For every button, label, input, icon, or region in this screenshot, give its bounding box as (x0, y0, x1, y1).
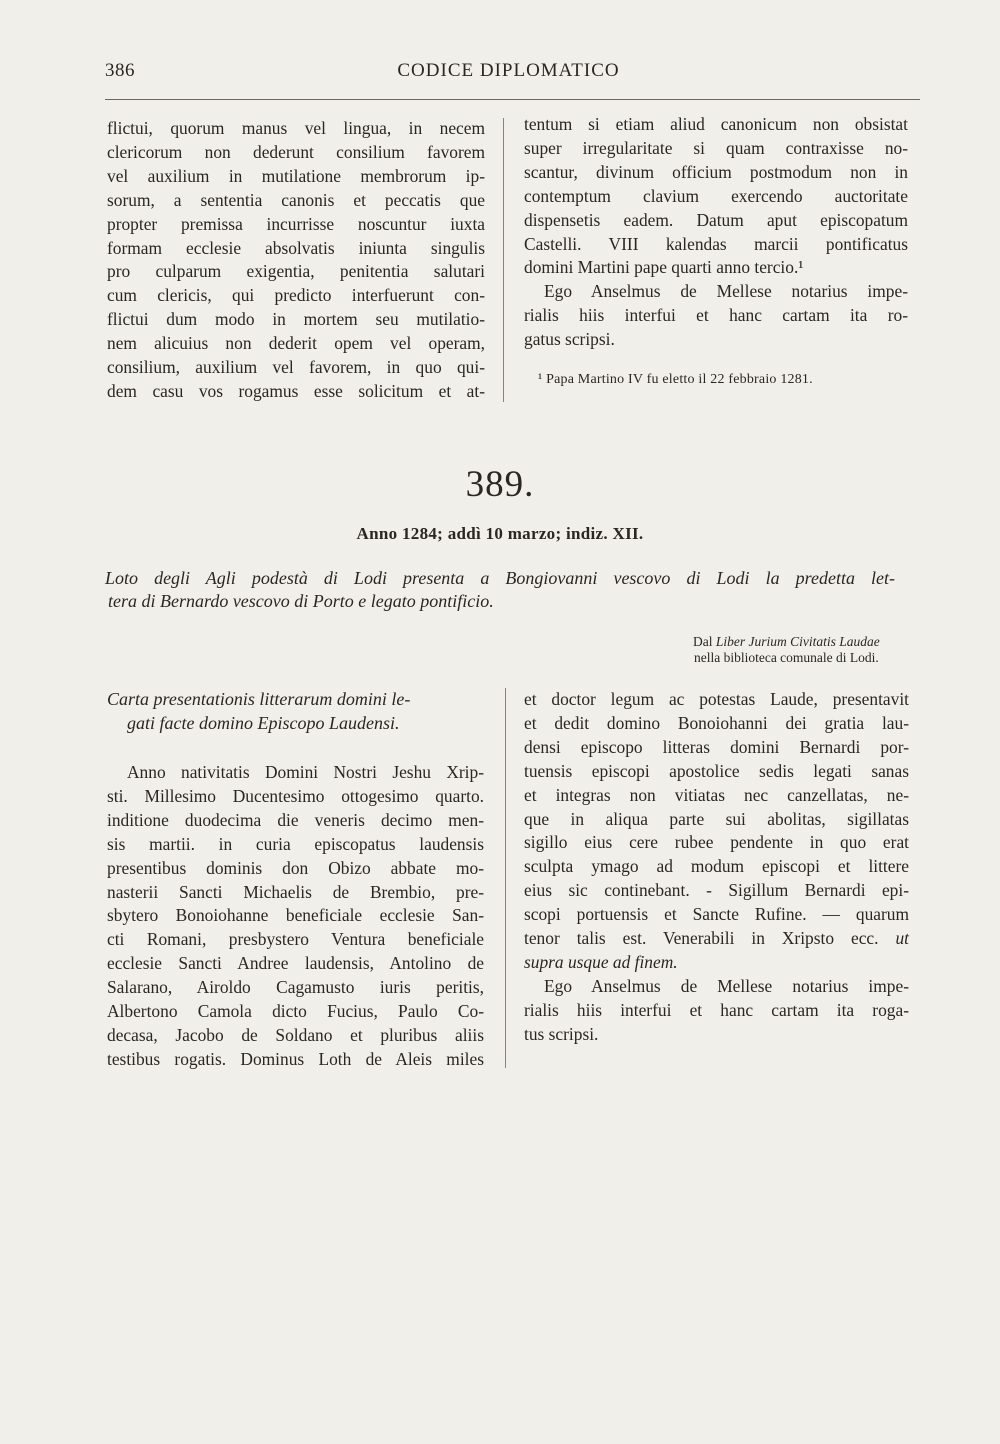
text-line: propter premissa incurrisse noscuntur iuxta (107, 213, 485, 234)
text-line: testibus rogatis. Dominus Loth de Aleis miles (107, 1048, 484, 1069)
bottom-left-column (107, 761, 484, 1072)
text-line: flictui, quorum manus vel lingua, in necem (107, 118, 485, 138)
text-line: tentum si etiam aliud canonicum non obsistat (524, 114, 908, 134)
top-left-column (107, 117, 485, 404)
source-line-1 (693, 634, 880, 650)
text-line: sculpta ymago ad modum episcopi et littere (524, 856, 909, 877)
rubric-line: gati facte domino Episcopo Laudensi. (127, 713, 400, 733)
signature-line: Ego Anselmus de Mellese notarius impe- (544, 281, 908, 302)
text-line: scantur, divinum officium postmodum non in (524, 161, 908, 182)
text-line: super irregularitate si quam contraxisse no- (524, 137, 908, 158)
text-line: sis martii. in curia episcopatus laudensis (107, 833, 484, 854)
text-line: et dedit domino Bonoiohanni dei gratia lau- (524, 712, 909, 733)
summary-line: Loto degli Agli podestà di Lodi presenta a Bongiovanni vescovo di Lodi la predetta let- (105, 568, 895, 588)
text-line: dem casu vos rogamus esse solicitum et at- (107, 380, 485, 401)
signature-line: rialis hiis interfui et hanc cartam ita roga- (524, 999, 909, 1020)
text-line: nasterii Sancti Michaelis de Brembio, pre- (107, 881, 484, 902)
text-line: sorum, a sententia canonis et peccatis que (107, 189, 485, 210)
top-right-column (524, 113, 908, 352)
text-line: sigillo eius cere rubee pendente in quo erat (524, 832, 909, 853)
source-citation (693, 634, 880, 666)
signature-line: rialis hiis interfui et hanc cartam ita ro- (524, 305, 908, 326)
page-number: 386 (105, 60, 135, 81)
bottom-column-divider (505, 688, 506, 1068)
signature-line: Ego Anselmus de Mellese notarius impe- (544, 975, 909, 996)
text-line: formam ecclesie absolvatis iniunta singulis (107, 237, 485, 258)
text-line: consilium, auxilium vel favorem, in quo qui- (107, 357, 485, 378)
text-line: scopi portuensis et Sancte Rufine. — quarum (524, 904, 909, 925)
signature-line: tus scripsi. (524, 1023, 599, 1044)
text-line: decasa, Jacobo de Soldano et pluribus aliis (107, 1024, 484, 1045)
text-line: eius sic continebant. - Sigillum Bernardi epi- (524, 880, 909, 901)
running-title: CODICE DIPLOMATICO (397, 60, 620, 81)
page-header (105, 58, 912, 88)
text-line: nem alicuius non dederit opem vel operam, (107, 333, 485, 354)
text-line: dispensetis eadem. Datum aput episcopatum (524, 209, 908, 230)
italic-line: supra usque ad finem. (524, 951, 678, 972)
text-line: domini Martini pape quarti anno tercio.¹ (524, 257, 804, 278)
summary-line: tera di Bernardo vescovo di Porto e legato pontificio. (108, 591, 494, 611)
text-line: contemptum clavium exercendo auctoritate (524, 185, 908, 206)
text-line: Albertono Camola dicto Fucius, Paulo Co- (107, 1001, 484, 1022)
text-line: ecclesie Sancti Andree laudensis, Antolino de (107, 953, 484, 974)
text-line: vel auxilium in mutilatione membrorum ip- (107, 165, 485, 186)
text-line: Castelli. VIII kalendas marcii pontificatus (524, 233, 908, 254)
source-line-2: nella biblioteca comunale di Lodi. (693, 650, 879, 665)
text-line: densi episcopo litteras domini Bernardi por- (524, 736, 909, 757)
italic-fragment: ut (895, 928, 909, 949)
text-line: tuensis episcopi apostolice sedis legati sanas (524, 760, 909, 781)
source-prefix: Dal (693, 634, 713, 649)
text-line: que in aliqua parte sui abolitas, sigillatas (524, 808, 909, 829)
document-summary (105, 567, 895, 613)
text-line: sbytero Bonoiohanne beneficiale ecclesie San- (107, 905, 484, 926)
text-line: sti. Millesimo Ducentesimo ottogesimo quarto. (107, 785, 484, 806)
rubric-line: Carta presentationis litterarum domini le- (107, 689, 411, 709)
source-title: Liber Jurium Civitatis Laudae (715, 634, 880, 649)
text-line: inditione duodecima die veneris decimo men- (107, 809, 484, 830)
text-line: clericorum non dederunt consilium favorem (107, 141, 485, 162)
text-line: Anno nativitatis Domini Nostri Jeshu Xrip- (127, 762, 484, 782)
document-date-line: Anno 1284; addì 10 marzo; indiz. XII. (356, 524, 644, 543)
signature-line: gatus scripsi. (524, 329, 615, 350)
text-line: presentibus dominis don Obizo abbate mo- (107, 857, 484, 878)
text-line: cti Romani, presbystero Ventura beneficiale (107, 929, 484, 950)
top-column-divider (503, 118, 504, 402)
text-line: Salarano, Airoldo Cagamusto iuris peritis, (107, 977, 484, 998)
text-line: pro culparum exigentia, penitentia salutari (107, 261, 485, 282)
footnote: ¹ Papa Martino IV fu eletto il 22 febbraio 1281. (538, 372, 813, 387)
document-number: 389. (465, 464, 535, 505)
text-line (524, 927, 909, 951)
text-line: flictui dum modo in mortem seu mutilatio- (107, 309, 485, 330)
document-rubric (107, 687, 487, 735)
bottom-right-column (524, 688, 909, 1047)
text-line: cum clericis, qui predicto interfuerunt con- (107, 285, 485, 306)
text-line: et doctor legum ac potestas Laude, presentavit (524, 689, 909, 709)
text-line: et integras non vitiatas nec canzellatas, ne- (524, 784, 909, 805)
text-fragment: tenor talis est. Venerabili in Xripsto ecc. (524, 928, 879, 949)
header-rule (105, 99, 920, 100)
